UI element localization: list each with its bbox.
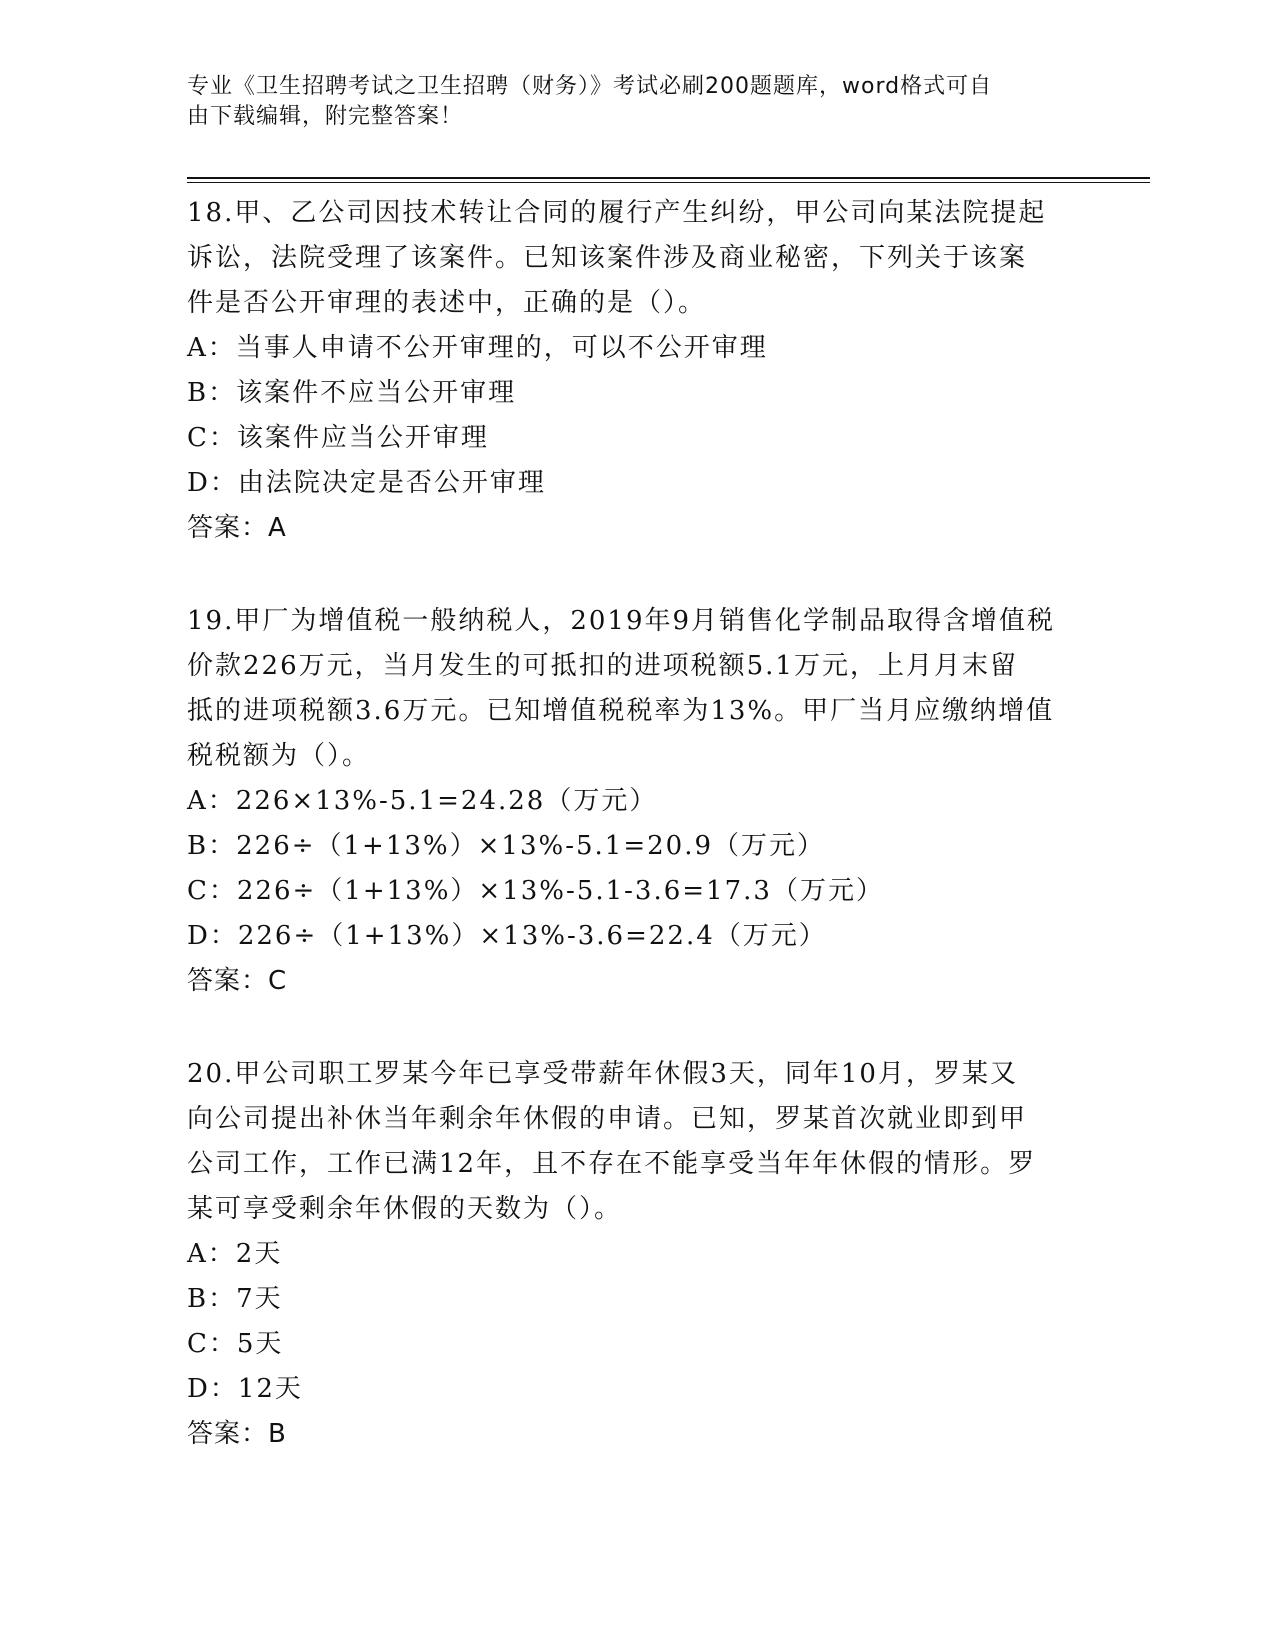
- option-d: D：226÷（1+13%）×13%-3.6=22.4（万元）: [187, 921, 827, 951]
- question-20: [187, 1050, 1087, 1457]
- answer: 答案：A: [187, 513, 287, 543]
- stem-line: 诉讼，法院受理了该案件。已知该案件涉及商业秘密，下列关于该案: [187, 243, 1028, 273]
- stem-line: 件是否公开审理的表述中，正确的是（）。: [187, 288, 707, 318]
- option-a: A：当事人申请不公开审理的，可以不公开审理: [187, 333, 768, 363]
- option-c: C：该案件应当公开审理: [187, 423, 489, 453]
- question-18: [187, 189, 1087, 551]
- header-divider-thin: [187, 182, 1150, 183]
- option-c: C：226÷（1+13%）×13%-5.1-3.6=17.3（万元）: [187, 876, 884, 906]
- option-d: D：12天: [187, 1374, 303, 1404]
- header-line: 专业《卫生招聘考试之卫生招聘（财务）》考试必刷200题题库，word格式可自: [187, 74, 993, 99]
- stem-line: 税税额为（）。: [187, 741, 371, 771]
- stem-line: 抵的进项税额3.6万元。已知增值税税率为13%。甲厂当月应缴纳增值: [187, 696, 1055, 726]
- option-c: C：5天: [187, 1329, 284, 1359]
- question-19: [187, 597, 1087, 1004]
- option-a: A：226×13%-5.1=24.28（万元）: [187, 786, 658, 816]
- stem-line: 价款226万元，当月发生的可抵扣的进项税额5.1万元，上月月末留: [187, 651, 1018, 681]
- question-stem: [187, 189, 1087, 326]
- option-b: B：226÷（1+13%）×13%-5.1=20.9（万元）: [187, 831, 826, 861]
- stem-line: 19.甲厂为增值税一般纳税人，2019年9月销售化学制品取得含增值税: [187, 606, 1056, 636]
- answer: 答案：B: [187, 1419, 287, 1449]
- stem-line: 某可享受剩余年休假的天数为（）。: [187, 1194, 623, 1224]
- stem-line: 向公司提出补休当年剩余年休假的申请。已知，罗某首次就业即到甲: [187, 1104, 1028, 1134]
- option-a: A：2天: [187, 1239, 283, 1269]
- question-stem: [187, 1050, 1087, 1232]
- stem-line: 公司工作，工作已满12年，且不存在不能享受当年年休假的情形。罗: [187, 1149, 1037, 1179]
- document-header: [187, 72, 1087, 132]
- answer: 答案：C: [187, 966, 288, 996]
- option-d: D：由法院决定是否公开审理: [187, 468, 546, 498]
- stem-line: 20.甲公司职工罗某今年已享受带薪年休假3天，同年10月，罗某又: [187, 1059, 1018, 1089]
- header-divider-thick: [187, 177, 1150, 179]
- question-stem: [187, 597, 1087, 779]
- option-b: B：该案件不应当公开审理: [187, 378, 517, 408]
- option-b: B：7天: [187, 1284, 283, 1314]
- stem-line: 18.甲、乙公司因技术转让合同的履行产生纠纷，甲公司向某法院提起: [187, 198, 1047, 228]
- header-line: 由下载编辑，附完整答案！: [187, 104, 464, 129]
